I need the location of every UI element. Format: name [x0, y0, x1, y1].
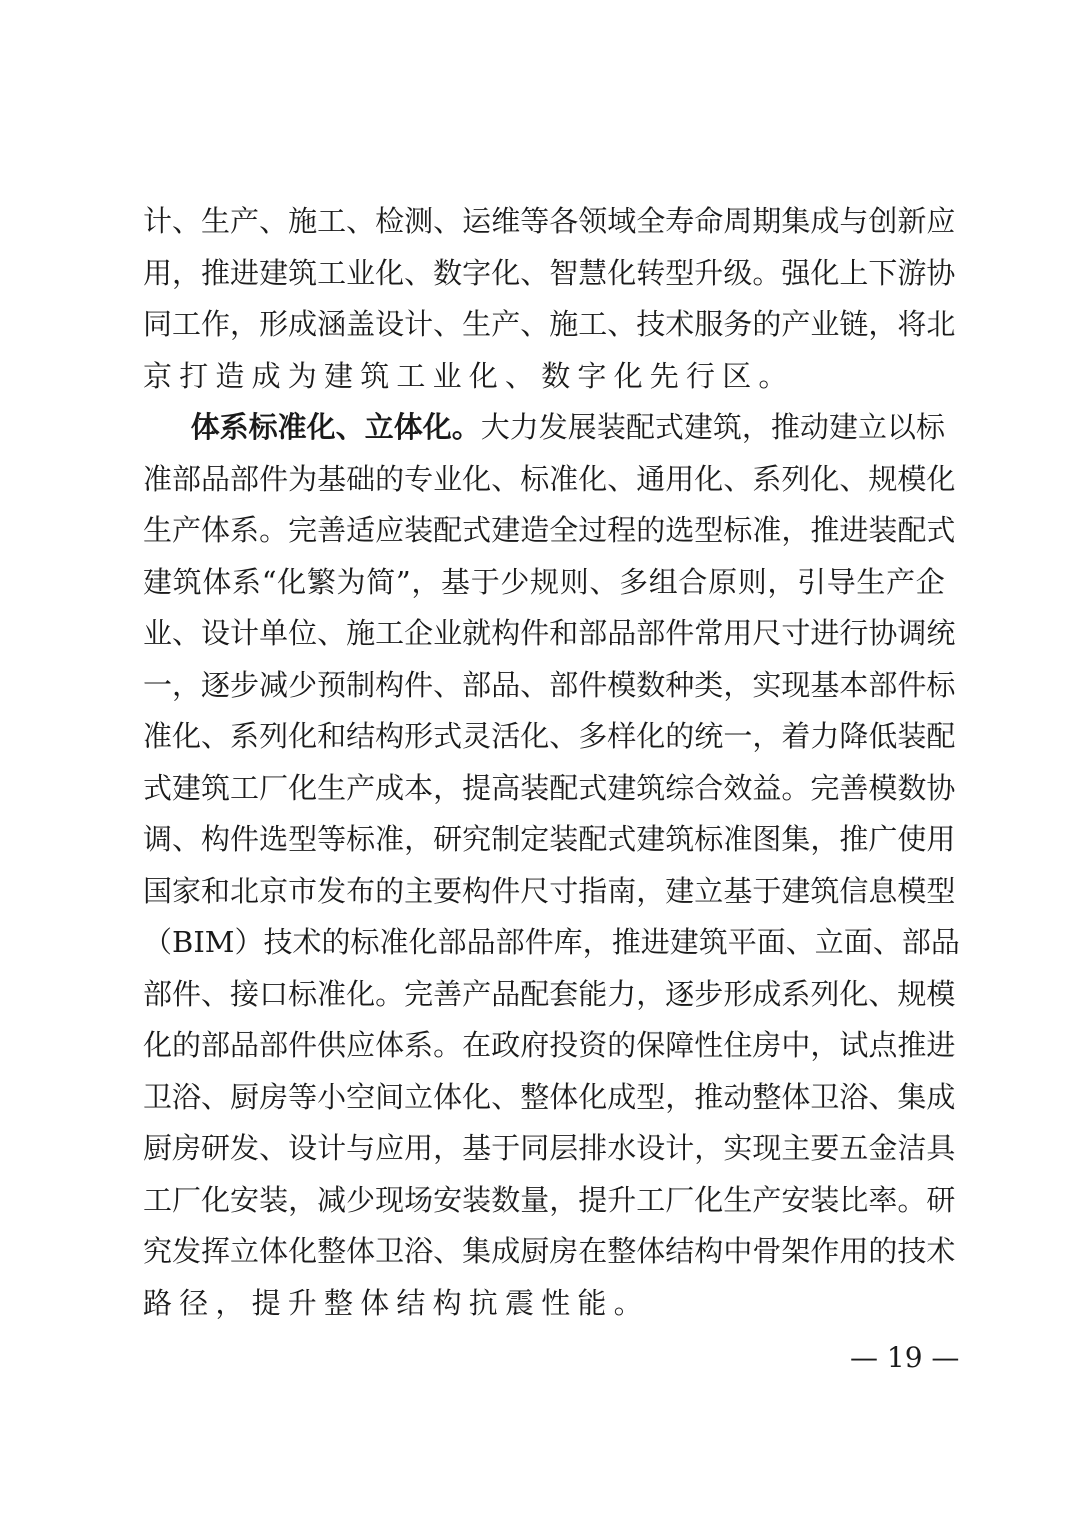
text-line: 厨 房 研 发 、 设 计 与 应 用 ， 基 于 同 层 排 水 设 计 ， 实 现 主 要 五 金 洁 具: [143, 1131, 956, 1165]
text-line: 工 厂 化 安 装 ， 减 少 现 场 安 装 数 量 ， 提 升 工 厂 化 生 产 安 装 比 率 。 研: [143, 1182, 956, 1217]
text-line: 一 ， 逐 步 减 少 预 制 构 件 、 部 品 、 部 件 模 数 种 类 ， 实 现 基 本 部 件 标: [143, 667, 956, 702]
text-line: 京打造成为建筑工业化、数字化先行区。: [143, 358, 795, 393]
text-line: 化 的 部 品 部 件 供 应 体 系 。 在 政 府 投 资 的 保 障 性 住 房 中 ， 试 点 推 进: [143, 1028, 956, 1062]
text-line: 式 建 筑 工 厂 化 生 产 成 本 ， 提 高 装 配 式 建 筑 综 合 效 益 。 完 善 模 数 协: [143, 770, 956, 805]
text-line: （ BIM ） 技 术 的 标 准 化 部 品 部 件 库 ， 推 进 建 筑 平 面 、 立 面 、 部 品: [143, 925, 960, 959]
text-line: 业 、 设 计 单 位 、 施 工 企 业 就 构 件 和 部 品 部 件 常 用 尺 寸 进 行 协 调 统: [143, 616, 956, 650]
text-line: 体 系 标 准 化 、 立 体 化 。 大 力 发 展 装 配 式 建 筑 ， 推 动 建 立 以 标: [143, 402, 945, 454]
text-line: 计 、 生 产 、 施 工 、 检 测 、 运 维 等 各 领 域 全 寿 命 周 期 集 成 与 创 新 应: [143, 204, 956, 238]
page-number: — 19 —: [850, 1341, 960, 1374]
text-line: 生 产 体 系 。 完 善 适 应 装 配 式 建 造 全 过 程 的 选 型 标 准 ， 推 进 装 配 式: [143, 513, 956, 547]
text-line: 准 化 、 系 列 化 和 结 构 形 式 灵 活 化 、 多 样 化 的 统 一 ， 着 力 降 低 装 配: [143, 719, 956, 753]
paragraph-indent: [143, 402, 191, 454]
text-line: 究 发 挥 立 体 化 整 体 卫 浴 、 集 成 厨 房 在 整 体 结 构 中 骨 架 作 用 的 技 术: [143, 1234, 956, 1268]
text-line: 路径，提升整体结构抗震性能。: [143, 1285, 650, 1320]
body-text: [143, 196, 960, 1329]
text-line: 国 家 和 北 京 市 发 布 的 主 要 构 件 尺 寸 指 南 ， 建 立 基 于 建 筑 信 息 模 型: [143, 873, 956, 908]
text-line: 卫 浴 、 厨 房 等 小 空 间 立 体 化 、 整 体 化 成 型 ， 推 动 整 体 卫 浴 、 集 成: [143, 1079, 956, 1114]
text-line: 用 ， 推 进 建 筑 工 业 化 、 数 字 化 、 智 慧 化 转 型 升 级 。 强 化 上 下 游 协: [143, 255, 956, 290]
text-line: 准 部 品 部 件 为 基 础 的 专 业 化 、 标 准 化 、 通 用 化 、 系 列 化 、 规 模 化: [143, 461, 956, 496]
text-line: 调 、 构 件 选 型 等 标 准 ， 研 究 制 定 装 配 式 建 筑 标 准 图 集 ， 推 广 使 用: [143, 822, 956, 856]
text-line: 部 件 、 接 口 标 准 化 。 完 善 产 品 配 套 能 力 ， 逐 步 形 成 系 列 化 、 规 模: [143, 976, 956, 1011]
text-line: 建 筑 体 系 “ 化 繁 为 简 ” ， 基 于 少 规 则 、 多 组 合 原 则 ， 引 导 生 产 企: [143, 564, 945, 599]
text-line: 同 工 作 ， 形 成 涵 盖 设 计 、 生 产 、 施 工 、 技 术 服 务 的 产 业 链 ， 将 北: [143, 307, 956, 341]
